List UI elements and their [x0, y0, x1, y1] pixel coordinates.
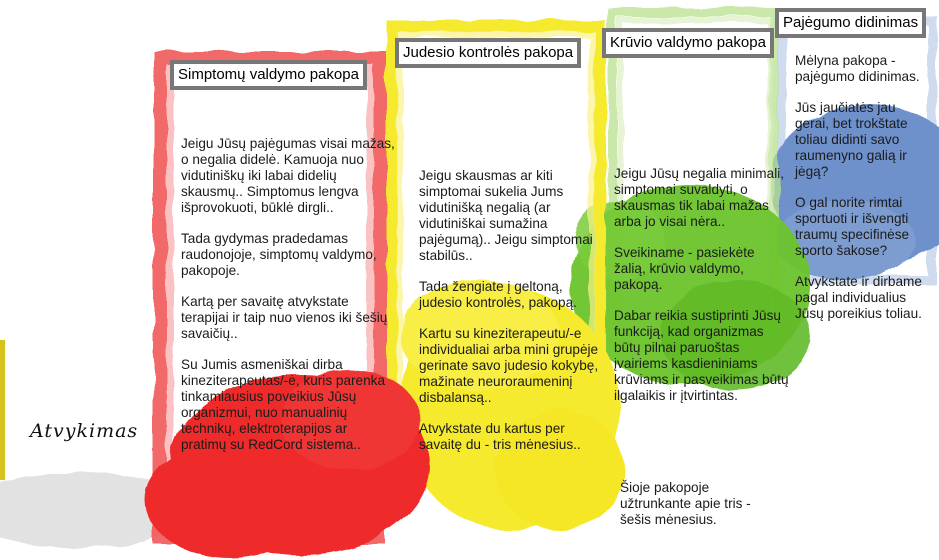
green-stage-title: Krūvio valdymo pakopa: [602, 28, 774, 58]
yellow-stage-text: [419, 168, 601, 468]
blue-stage-paragraph: Mėlyna pakopa - pajėgumo didinimas.: [795, 53, 920, 84]
red-stage-text: [181, 136, 396, 468]
blue-stage-paragraph: Atvykstate ir dirbame pagal individualius Jūsų poreikius toliau.: [795, 274, 922, 321]
green-stage-paragraph: Jeigu Jūsų negalia minimali, simptomai suvaldyti, o skausmas tik labai mažas arba jo visai nėra..: [614, 166, 785, 229]
yellow-stage-paragraph: Jeigu skausmas ar kiti simptomai sukelia Jums vidutinišką negalią (ar vidutiniškai sumažina pajėgumą).. Jeigu simptomai stabilūs..: [419, 168, 593, 263]
green-stage-text: [614, 166, 790, 419]
red-stage-paragraph: Tada gydymas pradedamas raudonojoje, simptomų valdymo, pakopoje.: [181, 231, 377, 278]
red-stage-paragraph: Jeigu Jūsų pajėgumas visai mažas, o negalia didelė. Kamuoja nuo vidutiniškų iki labai didelių skausmų.. Simptomus lengva išprovokuoti, būklė dirgli..: [181, 136, 395, 215]
blue-stage-title: Pajėgumo didinimas: [775, 8, 926, 38]
red-stage-paragraph: Su Jumis asmeniškai dirba kineziterapeutas/-ė, kuris parenka tinkamiausius poveikius Jūsų organizmui, nuo manualinių technikų, elektroterapijos ar pratimų su RedCord sistema..: [181, 357, 386, 452]
yellow-stage-paragraph: Tada žengiate į geltoną, judesio kontrolės, pakopą.: [419, 279, 577, 310]
green-stage-paragraph: Dabar reikia sustiprinti Jūsų funkciją, kad organizmas būtų pilnai paruoštas įvairiems kasdieniniams krūviams ir pasveikimas būtų ilgalaikis ir įtvirtintas.: [614, 308, 789, 403]
green-stage-paragraph: Sveikiname - pasiekėte žalią, krūvio valdymo, pakopą.: [614, 245, 755, 292]
arrival-label: Atvykimas: [30, 420, 139, 442]
blue-stage-paragraph: Jūs jaučiatės jau gerai, bet trokštate toliau didinti savo raumenyno galią ir jėgą?: [795, 100, 908, 179]
yellow-stage-title: Judesio kontrolės pakopa: [395, 38, 581, 68]
green-stage-duration-note: Šioje pakopoje užtrunkante apie tris - šešis mėnesius.: [620, 480, 751, 527]
yellow-stage-paragraph: Kartu su kineziterapeutu/-e individualiai arba mini grupėje gerinate savo judesio kokybę, mažinate neuroraumeninį disbalansą..: [419, 326, 599, 405]
red-stage-paragraph: Kartą per savaitę atvykstate terapijai ir taip nuo vienos iki šešių savaičių..: [181, 294, 388, 341]
yellow-stage-paragraph: Atvykstate du kartus per savaitę du - tris mėnesius..: [419, 421, 581, 452]
blue-stage-text: [795, 53, 930, 337]
blue-stage-paragraph: O gal norite rimtai sportuoti ir išvengti traumų specifinėse sporto šakose?: [795, 195, 910, 258]
red-stage-title: Simptomų valdymo pakopa: [170, 60, 367, 90]
start-bar: [0, 340, 5, 480]
